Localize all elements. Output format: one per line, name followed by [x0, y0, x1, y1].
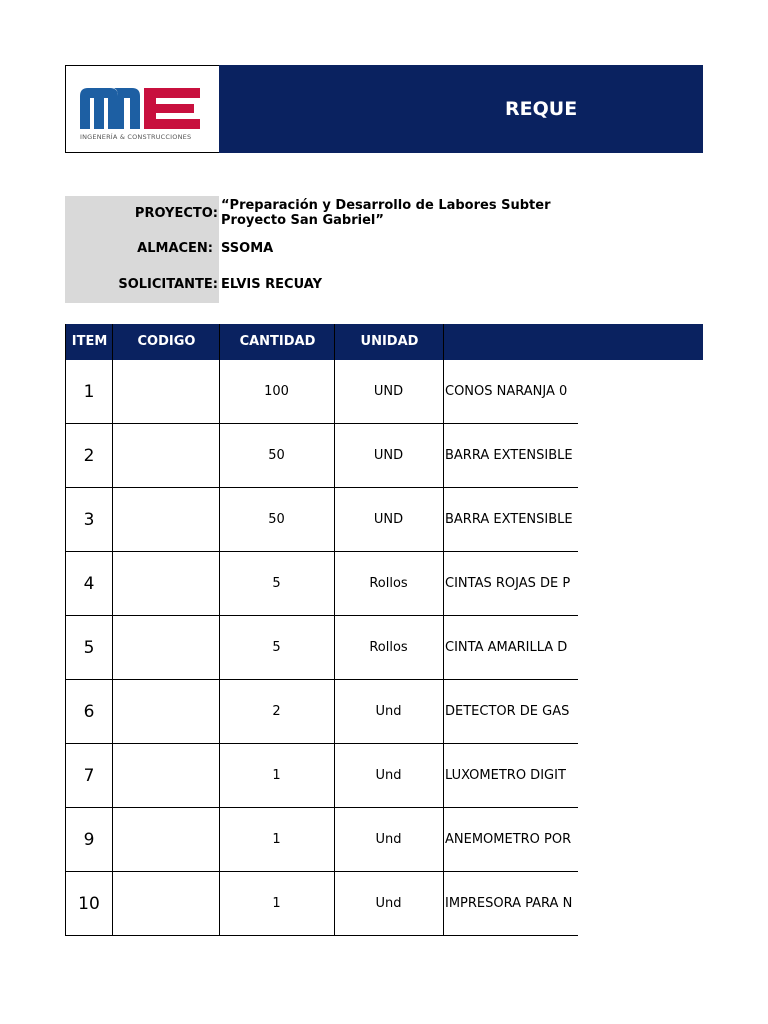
unidad-cell: UND	[334, 488, 444, 552]
unidad-cell: UND	[334, 360, 444, 424]
codigo-cell	[112, 488, 220, 552]
cantidad-cell: 50	[219, 488, 335, 552]
cantidad-cell: 2	[219, 680, 335, 744]
table-row	[65, 424, 578, 488]
cantidad-cell: 50	[219, 424, 335, 488]
unidad-cell: Und	[334, 808, 444, 872]
header-descripcion	[443, 324, 579, 360]
descripcion-cell: CONOS NARANJA 0	[443, 360, 578, 424]
almacen-value: SSOMA	[221, 241, 274, 256]
cantidad-cell: 1	[219, 808, 335, 872]
item-cell: 3	[65, 488, 113, 552]
descripcion-cell: CINTAS ROJAS DE P	[443, 552, 578, 616]
unidad-cell: Rollos	[334, 616, 444, 680]
descripcion-cell: IMPRESORA PARA N	[443, 872, 578, 936]
item-cell: 10	[65, 872, 113, 936]
codigo-cell	[112, 360, 220, 424]
table-row	[65, 616, 578, 680]
table-row	[65, 808, 578, 872]
solicitante-value: ELVIS RECUAY	[221, 277, 322, 292]
cantidad-cell: 5	[219, 552, 335, 616]
unidad-cell: Und	[334, 680, 444, 744]
descripcion-cell: ANEMOMETRO POR	[443, 808, 578, 872]
table-row	[65, 680, 578, 744]
descripcion-cell: LUXOMETRO DIGIT	[443, 744, 578, 808]
codigo-cell	[112, 424, 220, 488]
descripcion-cell: BARRA EXTENSIBLE	[443, 424, 578, 488]
header-item: ITEM	[65, 324, 113, 360]
item-cell: 4	[65, 552, 113, 616]
solicitante-label: SOLICITANTE:	[118, 277, 218, 292]
table-row	[65, 552, 578, 616]
descripcion-cell: BARRA EXTENSIBLE	[443, 488, 578, 552]
cantidad-cell: 5	[219, 616, 335, 680]
codigo-cell	[112, 552, 220, 616]
almacen-label: ALMACEN:	[137, 241, 213, 256]
cantidad-cell: 100	[219, 360, 335, 424]
descripcion-cell: DETECTOR DE GAS	[443, 680, 578, 744]
table-row	[65, 488, 578, 552]
item-cell: 1	[65, 360, 113, 424]
item-cell: 6	[65, 680, 113, 744]
info-label-panel	[65, 196, 219, 303]
header-cantidad: CANTIDAD	[219, 324, 335, 360]
item-cell: 7	[65, 744, 113, 808]
header-unidad: UNIDAD	[334, 324, 444, 360]
item-cell: 9	[65, 808, 113, 872]
codigo-cell	[112, 680, 220, 744]
codigo-cell	[112, 872, 220, 936]
page-margin-right	[703, 0, 768, 1024]
header-codigo: CODIGO	[112, 324, 220, 360]
table-header	[65, 324, 703, 360]
cantidad-cell: 1	[219, 872, 335, 936]
company-logo	[65, 65, 220, 153]
codigo-cell	[112, 808, 220, 872]
codigo-cell	[112, 616, 220, 680]
table-row	[65, 360, 578, 424]
unidad-cell: UND	[334, 424, 444, 488]
proyecto-label: PROYECTO:	[134, 206, 218, 221]
table-row	[65, 744, 578, 808]
codigo-cell	[112, 744, 220, 808]
proyecto-value-line2: Proyecto San Gabriel”	[221, 213, 384, 228]
unidad-cell: Und	[334, 872, 444, 936]
title-bar	[219, 65, 703, 153]
unidad-cell: Und	[334, 744, 444, 808]
cantidad-cell: 1	[219, 744, 335, 808]
page-title: REQUE	[505, 98, 578, 120]
proyecto-value-line1: “Preparación y Desarrollo de Labores Subter	[221, 198, 551, 213]
unidad-cell: Rollos	[334, 552, 444, 616]
descripcion-cell: CINTA AMARILLA D	[443, 616, 578, 680]
logo-subtitle: INGENERÍA & CONSTRUCCIONES	[80, 133, 192, 141]
item-cell: 2	[65, 424, 113, 488]
table-row	[65, 872, 578, 936]
item-cell: 5	[65, 616, 113, 680]
